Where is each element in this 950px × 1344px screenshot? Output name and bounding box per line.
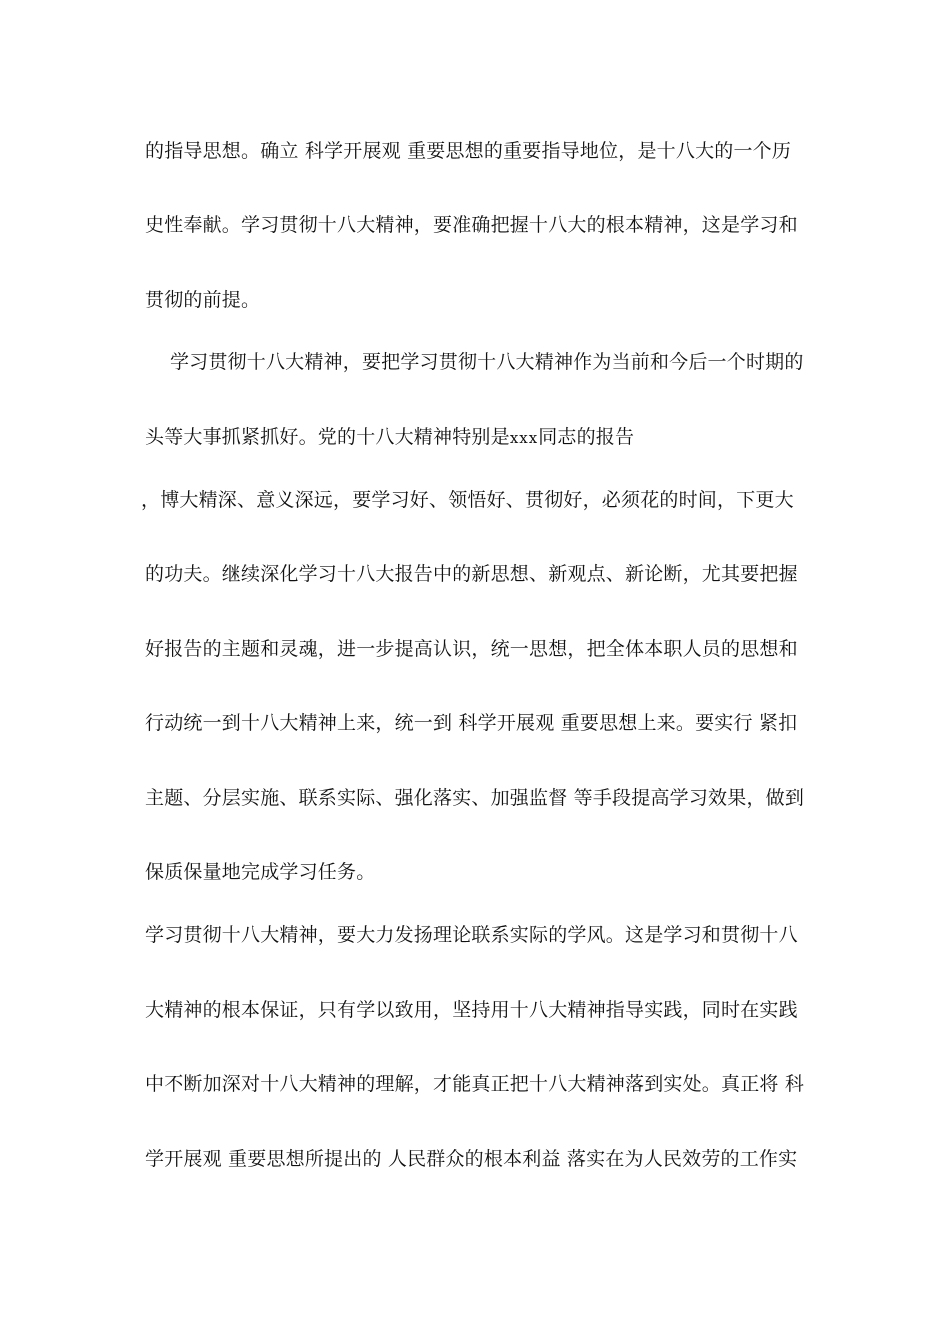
text-line — [145, 424, 815, 451]
text-line: 史性奉献。学习贯彻十八大精神，要准确把握十八大的根本精神，这是学习和 — [145, 214, 798, 236]
text-line: 行动统一到十八大精神上来，统一到 科学开展观 重要思想上来。要实行 紧扣 — [145, 712, 798, 734]
text-line: 大精神的根本保证，只有学以致用，坚持用十八大精神指导实践，同时在实践 — [145, 999, 798, 1021]
text-line: 学习贯彻十八大精神，要大力发扬理论联系实际的学风。这是学习和贯彻十八 — [145, 924, 798, 946]
text-line: 保质保量地完成学习任务。 — [145, 861, 376, 883]
text-line: 好报告的主题和灵魂，进一步提高认识，统一思想，把全体本职人员的思想和 — [145, 638, 798, 660]
text-segment-placeholder-name: xxx — [509, 429, 539, 447]
text-line: 的指导思想。确立 科学开展观 重要思想的重要指导地位，是十八大的一个历 — [145, 140, 792, 162]
text-line: 主题、分层实施、联系实际、强化落实、加强监督 等手段提高学习效果，做到 — [145, 787, 805, 809]
text-line: ，博大精深、意义深远，要学习好、领悟好、贯彻好，必须花的时间，下更大 — [141, 489, 794, 511]
text-segment: 头等大事抓紧抓好。党的十八大精神特别是 — [145, 426, 510, 448]
text-line: 中不断加深对十八大精神的理解，才能真正把十八大精神落到实处。真正将 科 — [145, 1073, 805, 1095]
text-line: 贯彻的前提。 — [145, 289, 261, 311]
text-line: 的功夫。继续深化学习十八大报告中的新思想、新观点、新论断，尤其要把握 — [145, 563, 798, 585]
text-line: 学开展观 重要思想所提出的 人民群众的根本利益 落实在为人民效劳的工作实 — [145, 1148, 798, 1170]
text-line: 学习贯彻十八大精神，要把学习贯彻十八大精神作为当前和今后一个时期的 — [145, 351, 804, 373]
text-segment: 同志的报告 — [538, 426, 635, 448]
